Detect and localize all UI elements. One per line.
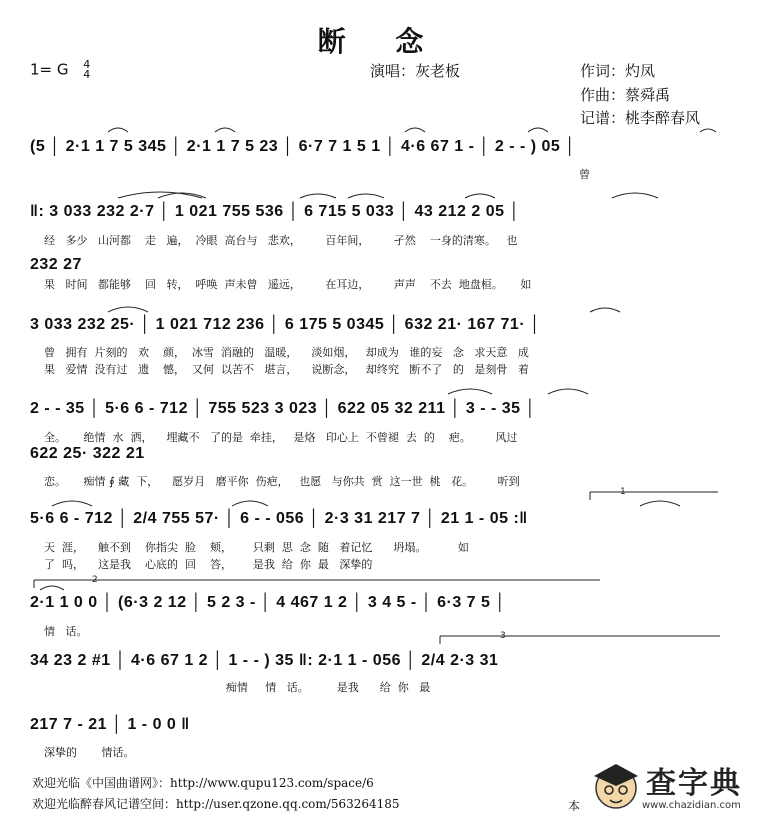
- lyric-line: 情 话。: [44, 625, 88, 638]
- logo-url: www.chazidian.com: [642, 800, 741, 811]
- notation-line: ‖: 3 033 232 2·7 │ 1 021 755 536 │ 6 715 5 033 │ 43 212 2 05 │: [30, 203, 520, 220]
- footer-link-qupu[interactable]: 欢迎光临《中国曲谱网》：http://www.qupu123.com/space/6: [32, 776, 374, 790]
- lyric-line: 果 爱情 没有过 遗 憾， 又何 以苦不 堪言， 说断念， 却终究 断不了 的 是刻骨 着: [44, 363, 529, 376]
- lyric-line: 经 多少 山河都 走 遍， 冷眼 高台与 悲欢， 百年间， 孑然 一身的清寒。 也: [44, 234, 518, 247]
- lyricist-credit: 作词：灼凤: [580, 62, 656, 80]
- mascot-icon: [590, 756, 642, 816]
- notation-line: 34 23 2 #1 │ 4·6 67 1 2 │ 1 - - ) 35 ‖: 2·1 1 - 056 │ 2/4 2·3 31: [30, 652, 499, 669]
- page-marker: 本: [568, 799, 581, 813]
- notation-line: 5·6 6 - 712 │ 2/4 755 57· │ 6 - - 056 │ 2·3 31 217 7 │ 21 1 - 05 :‖: [30, 510, 528, 527]
- lyric-line: 果 时间 都能够 回 转， 呼唤 声未曾 遥远， 在耳边， 声声 不去 地盘桓。 如: [44, 278, 532, 291]
- lyric-line: 了 吗， 这是我 心底的 回 答， 是我 给 你 最 深挚的: [44, 558, 373, 571]
- notation-line: 2 - - 35 │ 5·6 6 - 712 │ 755 523 3 023 │ 622 05 32 211 │ 3 - - 35 │: [30, 400, 537, 417]
- key-label: 1= G: [30, 60, 69, 79]
- time-denominator: 4: [83, 68, 91, 81]
- transcriber-credit: 记谱：桃李醉春风: [580, 109, 701, 127]
- lyric-line: 天 涯， 触不到 你指尖 脸 颊， 只剩 思 念 随 着记忆 坍塌。 如: [44, 541, 469, 554]
- site-logo: [590, 756, 750, 818]
- time-numerator: 4: [83, 58, 91, 71]
- notation-line: 622 25· 322 21: [30, 445, 145, 462]
- notation-line: 3 033 232 25· │ 1 021 712 236 │ 6 175 5 0345 │ 632 21· 167 71· │: [30, 316, 541, 333]
- logo-text: 查字典: [646, 766, 742, 801]
- svg-text:2: 2: [92, 575, 98, 585]
- notation-line: 2·1 1 0 0 │ (6·3 2 12 │ 5 2 3 - │ 4 467 1 2 │ 3 4 5 - │ 6·3 7 5 │: [30, 594, 506, 611]
- svg-text:3: 3: [500, 631, 506, 641]
- lyric-line: 深挚的 情话。: [44, 746, 135, 759]
- singer-credit: 演唱：灰老板: [370, 62, 461, 80]
- composer-credit: 作曲：蔡舜禹: [580, 86, 671, 104]
- svg-text:1: 1: [620, 487, 626, 497]
- lyric-line: 恋。 痴情 ∮ 藏 下， 愿岁月 磨平你 伤疤， 也愿 与你共 赏 这一世 桃 花。 听到: [44, 475, 520, 488]
- notation-line: 217 7 - 21 │ 1 - 0 0 ‖: [30, 716, 190, 733]
- lyric-line: 痴情 情 话。 是我 给 你 最: [44, 681, 431, 694]
- lyric-line: 曾: [44, 168, 590, 181]
- notation-line: 232 27: [30, 256, 82, 273]
- notation-line: (5 │ 2·1 1 7 5 345 │ 2·1 1 7 5 23 │ 6·7 7 1 5 1 │ 4·6 67 1 - │ 2 - - ) 05 │: [30, 138, 576, 155]
- page-title: 断 念: [317, 25, 444, 58]
- lyric-line: 全。 绝情 水 洒， 埋藏不 了的是 牵挂， 是烙 印心上 不曾褪 去 的 疤。 风过: [44, 431, 518, 444]
- footer-link-qzone[interactable]: 欢迎光临醉春风记谱空间：http://user.qzone.qq.com/563264185: [32, 797, 400, 811]
- lyric-line: 曾 拥有 片刻的 欢 颜， 冰雪 消融的 温暖， 淡如烟， 却成为 谁的妄 念 求天意 成: [44, 346, 529, 359]
